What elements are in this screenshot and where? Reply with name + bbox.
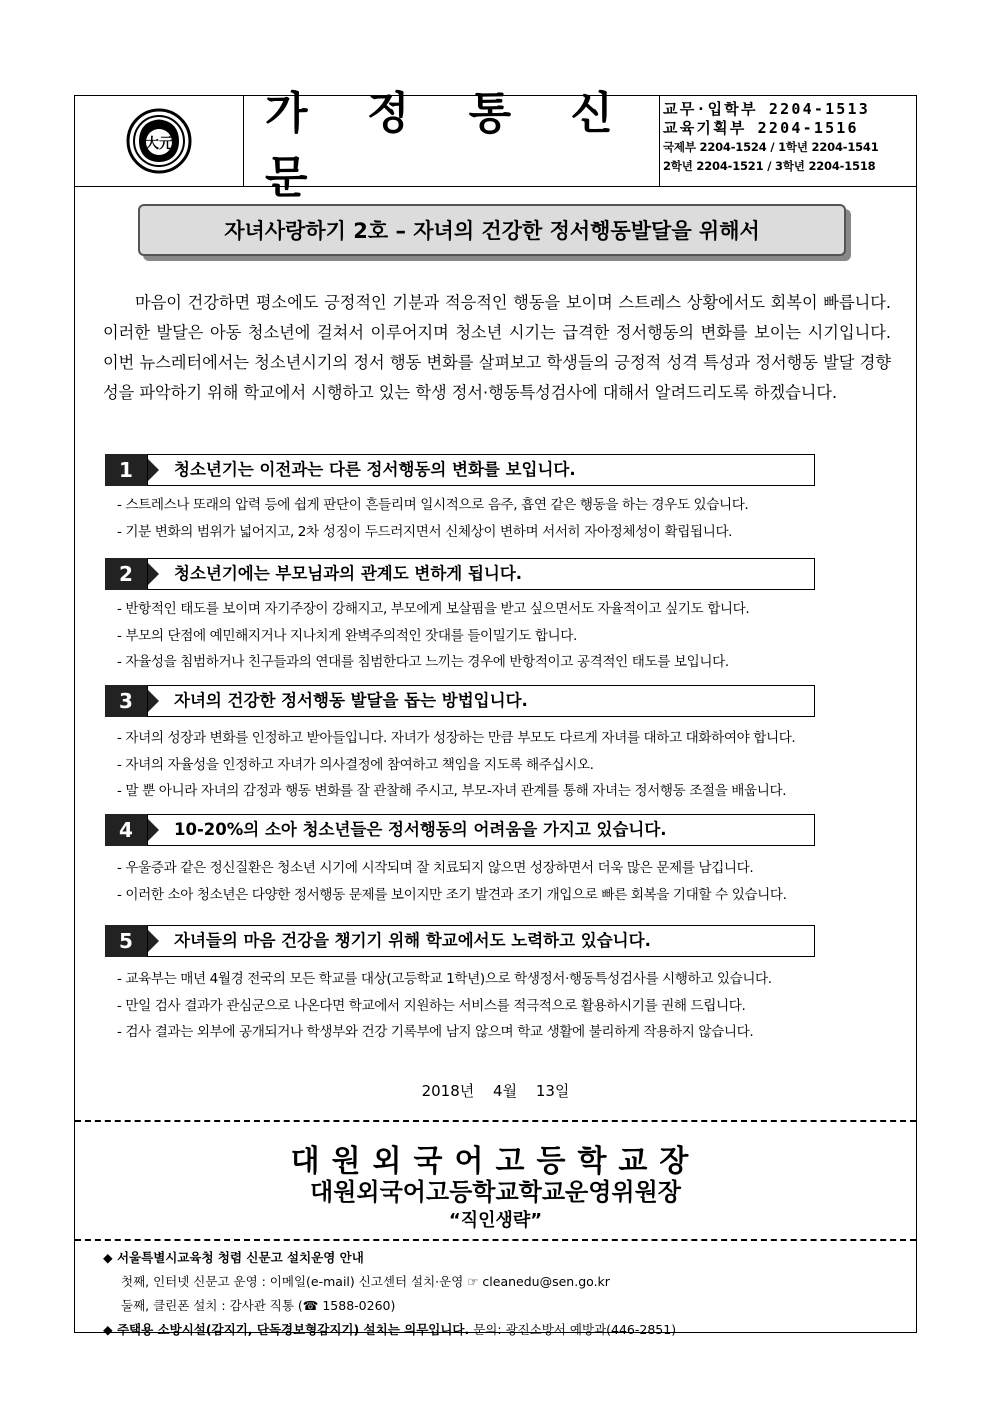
list-item: - 교육부는 매년 4월경 전국의 모든 학교를 대상(고등학교 1학년)으로 학생정서·행동특성검사를 시행하고 있습니다. (117, 971, 772, 987)
header (75, 88, 916, 203)
contact-line: 교무·입학부 2204-1513 (663, 100, 870, 118)
footer-line: 둘째, 클린폰 설치 : 감사관 직통 (☎ 1588-0260) (121, 1298, 396, 1313)
list-item: - 자율성을 침범하거나 친구들과의 연대를 침범한다고 느끼는 경우에 반항적이고 공격적인 태도를 보입니다. (117, 654, 729, 670)
section-4-header (105, 814, 815, 846)
issue-date: 2018년 4월 13일 (421, 1082, 570, 1100)
footer-notice-title: ◆ 서울특별시교육청 청렴 신문고 설치운영 안내 (103, 1250, 364, 1265)
list-item: - 자녀의 성장과 변화를 인정하고 받아들입니다. 자녀가 성장하는 만큼 부모도 다르게 자녀를 대하고 대화하여야 합니다. (117, 730, 796, 746)
school-emblem-icon (75, 96, 243, 186)
intro-paragraph (103, 288, 891, 408)
section-number: 4 (105, 814, 147, 846)
section-title: 청소년기에는 부모님과의 관계도 변하게 됩니다. (147, 558, 815, 590)
list-item: - 말 뿐 아니라 자녀의 감정과 행동 변화를 잘 관찰해 주시고, 부모-자녀 관계를 통해 자녀는 정서행동 조절을 배웁니다. (117, 783, 787, 799)
fire-notice-text: ◆ 주택용 소방시설(감지기, 단독경보형감지기) 설치는 의무입니다. (103, 1322, 470, 1337)
list-item: - 만일 검사 결과가 관심군으로 나온다면 학교에서 지원하는 서비스를 적극적으로 활용하시기를 권해 드립니다. (117, 997, 746, 1014)
list-item: - 이러한 소아 청소년은 다양한 정서행동 문제를 보이지만 조기 발견과 조기 개입으로 빠른 회복을 기대할 수 있습니다. (117, 886, 787, 903)
list-item: - 스트레스나 또래의 압력 등에 쉽게 판단이 흔들리며 일시적으로 음주, 흡연 같은 행동을 하는 경우도 있습니다. (117, 497, 749, 513)
section-title: 자녀들의 마음 건강을 챙기기 위해 학교에서도 노력하고 있습니다. (147, 925, 815, 957)
section-2-bullets (117, 596, 902, 676)
list-item: - 반항적인 태도를 보이며 자기주장이 강해지고, 부모에게 보살핌을 받고 싶으면서도 자율적이고 싶기도 합니다. (117, 601, 750, 617)
intro-text: 마음이 건강하면 평소에도 긍정적인 기분과 적응적인 행동을 보이며 스트레스 상황에서도 회복이 빠릅니다. 이러한 발달은 아동 청소년에 걸쳐서 이루어지며 청소년 시기는 급격한 정서행동의 변화를 보이는 시기입니다. 이번 뉴스레터에서는 청소년시기의 정서 행동 변화를 살펴보고 학생들의 긍정적 성격 특성과 정서행동 발달 경향성을 파악하기 위해 학교에서 시행하고 있는 학생 정서·행동특성검사에 대해서 알려드리도록 하겠습니다. (103, 293, 891, 402)
committee-signature: 대원외국어고등학교학교운영위원장 (310, 1177, 681, 1206)
section-number: 5 (105, 925, 147, 957)
section-5-bullets (117, 966, 902, 1046)
svg-text:大元: 大元 (145, 136, 173, 152)
divider (75, 1239, 916, 1241)
section-1-header (105, 454, 815, 486)
contact-line: 교육기획부 2204-1516 (663, 119, 859, 137)
list-item: - 부모의 단점에 예민해지거나 지나치게 완벽주의적인 잣대를 들이밀기도 합니다. (117, 627, 577, 644)
section-5-header (105, 925, 815, 957)
list-item: - 기분 변화의 범위가 넓어지고, 2차 성징이 두드러지면서 신체상이 변하며 서서히 자아정체성이 확립됩니다. (117, 523, 733, 540)
list-item: - 자녀의 자율성을 인정하고 자녀가 의사결정에 참여하고 책임을 지도록 해주십시오. (117, 756, 594, 773)
title-cell (243, 88, 660, 203)
contact-line: 국제부 2204-1524 / 1학년 2204-1541 (663, 140, 879, 154)
document-frame (74, 88, 917, 1337)
seal-note: “직인생략” (448, 1210, 543, 1231)
school-logo-cell (75, 96, 244, 186)
page-title: 가 정 통 신 문 (265, 88, 635, 203)
contact-line: 2학년 2204-1521 / 3학년 2204-1518 (663, 159, 876, 173)
section-number: 2 (105, 558, 147, 590)
section-1-bullets (117, 492, 902, 545)
footer-line: 첫째, 인터넷 신문고 운영 : 이메일(e-mail) 신고센터 설치·운영 ☞ cleanedu@sen.go.kr (121, 1274, 610, 1289)
contact-list (659, 96, 916, 186)
fire-notice-contact: 문의: 광진소방서 예방과(446-2851) (473, 1322, 677, 1337)
section-3-header (105, 685, 815, 717)
section-title: 청소년기는 이전과는 다른 정서행동의 변화를 보입니다. (147, 454, 815, 486)
section-title: 10-20%의 소아 청소년들은 정서행동의 어려움을 가지고 있습니다. (147, 814, 815, 846)
section-number: 3 (105, 685, 147, 717)
section-3-bullets (117, 725, 902, 805)
section-number: 1 (105, 454, 147, 486)
footer-notice-fire (103, 1318, 676, 1342)
section-4-bullets (117, 855, 902, 908)
section-title: 자녀의 건강한 정서행동 발달을 돕는 방법입니다. (147, 685, 815, 717)
divider (75, 1120, 916, 1122)
list-item: - 검사 결과는 외부에 공개되거나 학생부와 건강 기록부에 남지 않으며 학교 생활에 불리하게 작용하지 않습니다. (117, 1024, 754, 1040)
principal-signature: 대원외국어고등학교장 (290, 1144, 701, 1179)
section-2-header (105, 558, 815, 590)
list-item: - 우울증과 같은 정신질환은 청소년 시기에 시작되며 잘 치료되지 않으면 성장하면서 더욱 많은 문제를 남깁니다. (117, 860, 754, 876)
footer-notices (103, 1246, 676, 1342)
newsletter-banner: 자녀사랑하기 2호 – 자녀의 건강한 정서행동발달을 위해서 (138, 204, 846, 256)
